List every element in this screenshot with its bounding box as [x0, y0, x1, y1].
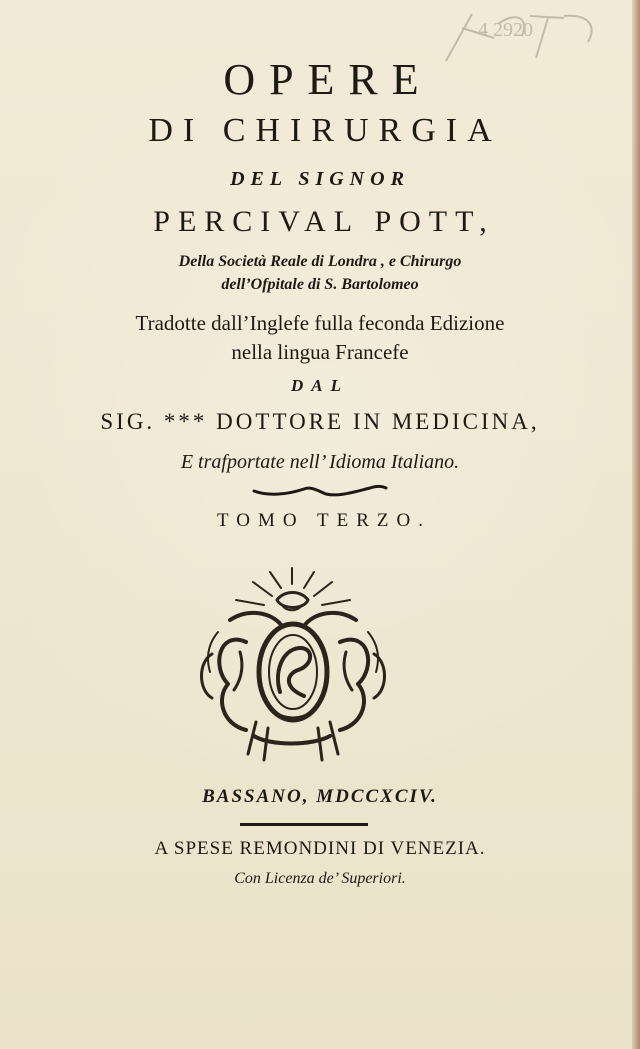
author-society-line-2: dell’Ofpitale di S. Bartolomeo: [221, 276, 419, 293]
translator-doctor: SIG. *** DOTTORE IN MEDICINA,: [100, 409, 540, 434]
printer-emblem-icon: [188, 560, 398, 765]
license-line: Con Licenza de’ Superiori.: [234, 870, 406, 887]
imprint-place-date: BASSANO, MDCCXCIV.: [202, 786, 438, 807]
book-title-main: OPERE: [223, 55, 433, 104]
handwritten-note-text: 4 2920: [478, 19, 533, 41]
publisher-line: A SPESE REMONDINI DI VENEZIA.: [154, 838, 486, 859]
translation-line-1: Tradotte dall’Inglefe fulla feconda Edizione: [135, 311, 505, 335]
book-title-subtitle: DI CHIRURGIA: [148, 112, 502, 149]
volume-label: TOMO TERZO.: [217, 510, 431, 531]
author-name: PERCIVAL POTT,: [153, 205, 495, 238]
translator-intro: DAL: [291, 376, 349, 395]
decorative-ornament-icon: [250, 481, 390, 499]
translation-line-2: nella lingua Francefe: [231, 340, 409, 364]
italian-translation-note: E trafportate nell’ Idioma Italiano.: [180, 451, 460, 473]
author-intro: DEL SIGNOR: [230, 168, 410, 190]
author-society-line-1: Della Società Reale di Londra , e Chirurgo: [178, 253, 462, 270]
imprint-divider: [240, 823, 368, 826]
